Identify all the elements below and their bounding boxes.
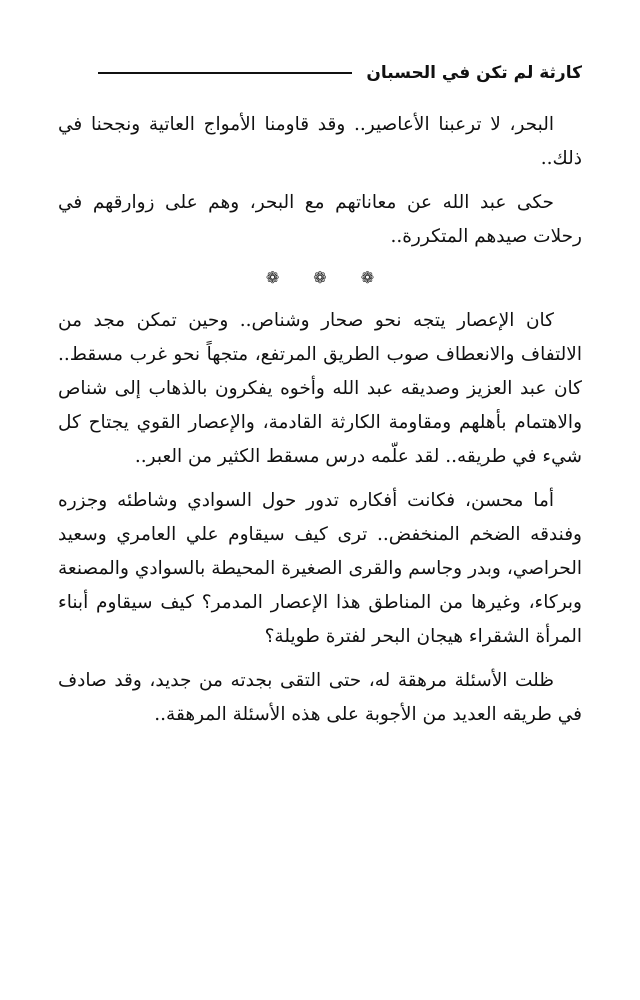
ornament-icon: ❁ (360, 268, 375, 287)
paragraph: أما محسن، فكانت أفكاره تدور حول السوادي وشاطئه وجزره وفندقه الضخم المنخفض.. ترى كيف سيقاوم علي العامري وسعيد الحراصي، وبدر وجاسم والقرى الصغيرة المحيطة بالسوادي والمصنعة وبركاء، وغيرها من المناطق هذا الإعصار المدمر؟ كيف سيقاوم أبناء المرأة الشقراء هيجان البحر لفترة طويلة؟ (58, 490, 582, 647)
chapter-title: كارثة لم تكن في الحسبان (366, 63, 582, 83)
header-rule (98, 72, 352, 74)
page-body (58, 108, 582, 742)
paragraph: كان الإعصار يتجه نحو صحار وشناص.. وحين تمكن مجد من الالتفاف والانعطاف صوب الطريق المرتفع، متجهاً نحو غرب مسقط.. كان عبد العزيز وصديقه عبد الله وأخوه يفكرون بالذهاب إلى شناص والاهتمام بأهلهم ومقاومة الكارثة القادمة، والإعصار القوي يجتاح كل شيء في طريقه.. لقد علّمه درس مسقط الكثير من العبر.. (58, 310, 582, 467)
paragraph-continuation: البحر، لا ترعبنا الأعاصير.. وقد قاومنا الأمواج العاتية ونجحنا في ذلك.. (58, 114, 582, 169)
ornament-icon: ❁ (265, 268, 280, 287)
paragraph: ظلت الأسئلة مرهقة له، حتى التقى بجدته من جديد، وقد صادف في طريقه العديد من الأجوبة على هذه الأسئلة المرهقة.. (58, 670, 582, 725)
running-header (98, 58, 582, 88)
paragraph: حكى عبد الله عن معاناتهم مع البحر، وهم على زوارقهم في رحلات صيدهم المتكررة.. (58, 192, 582, 247)
section-separator (58, 264, 582, 292)
ornament-icon: ❁ (313, 268, 327, 287)
